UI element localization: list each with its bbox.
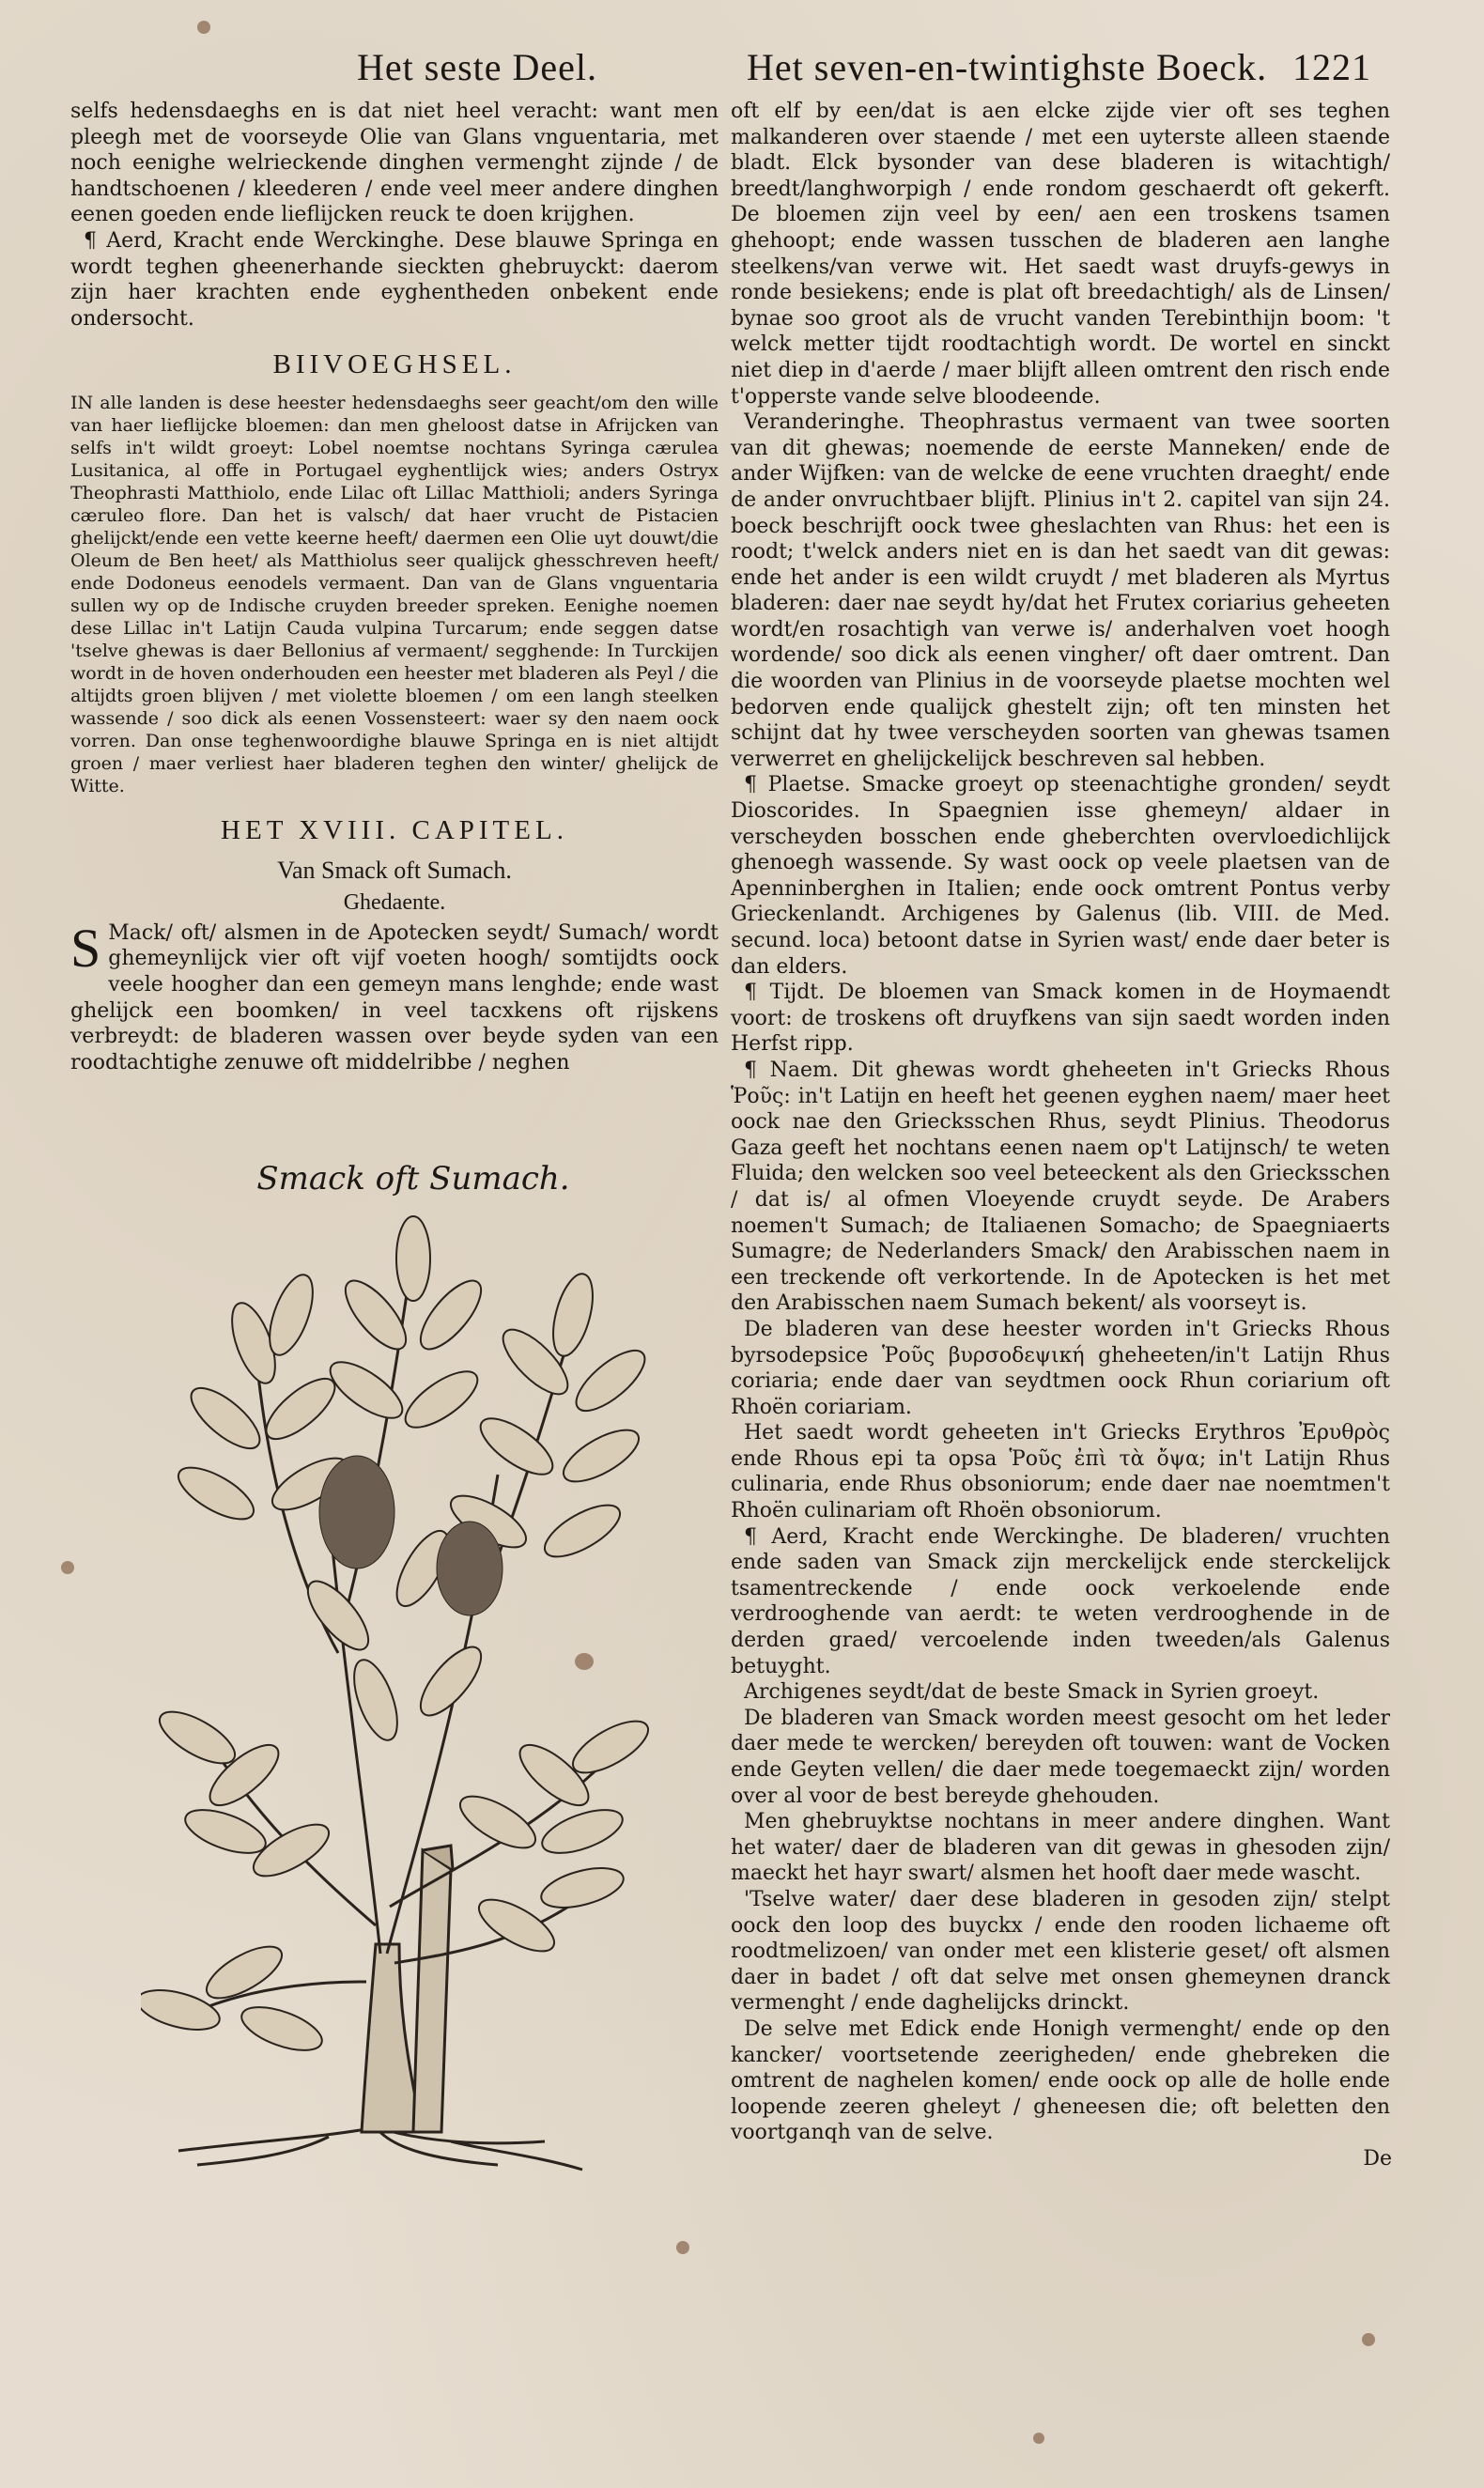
paragraph: Archigenes seydt/dat de beste Smack in Syrien groeyt. — [744, 1680, 1320, 1705]
paragraph: ¶ Tijdt. De bloemen van Smack komen in de Hoymaendt voort: de troskens oft druyfkens van sijn saedt worden inden Herfst ripp. — [731, 981, 1390, 1057]
section-heading: BIIVOEGHSEL. — [272, 349, 517, 380]
paragraph: ¶ Aerd, Kracht ende Werckinghe. Dese blauwe Springa en wordt teghen gheenerhande sieckten ghebruyckt: daerom zijn haer krachten ende eyghentheden onbekent ende ondersocht. — [70, 228, 719, 331]
running-head-left: Het seste Deel. — [357, 46, 598, 88]
ink-stain — [1362, 2333, 1375, 2346]
running-head — [66, 38, 1371, 94]
ink-stain — [676, 2241, 689, 2254]
right-column — [731, 99, 1390, 2146]
page-number: 1221 — [1292, 46, 1371, 88]
paragraph: Het saedt wordt geheeten in't Griecks Erythros Ἐρυθρὸς ende Rhous epi ta opsa Ῥοῦς ἐπὶ τὰ ὄψα; in't Latijn Rhus culinaria, ende Rhus obsoniorum; ende daer nae noemtmen't Rhoën culinariam oft Rhoën obsoniorum. — [731, 1421, 1390, 1523]
ink-stain — [575, 1653, 594, 1670]
ink-stain — [61, 1561, 74, 1574]
paragraph: De bladeren van dese heester worden in't Griecks Rhous byrsodepsice Ῥοῦς βυρσοδεψική gheheeten/in't Latijn Rhus coriaria; ende daer van seydtmen oock Rhun coriarium oft Rhoën coriariam. — [731, 1317, 1390, 1419]
paragraph: ¶ Naem. Dit ghewas wordt gheheeten in't Griecks Rhous Ῥοῦς: in't Latijn en heeft het geenen eyghen naem/ maer heet oock nae den Griecksschen Rhus, seydt Plinius. Theodorus Gaza geeft het nochtans eenen naem op't Latijnsch/ te weten Fluida; den welcken soo veel beteeckent als den Griecksschen / dat is/ al ofmen Vloeyende cruydt seyde. De Arabers noemen't Sumach; de Italiaenen Somacho; de Spaegniaerts Sumagre; de Nederlanders Smack/ den Arabisschen naem in een treckende oft verkortende. In de Apotecken is het met den Arabisschen naem Sumach bekent/ als voorseyt is. — [731, 1058, 1390, 1316]
ink-stain — [1033, 2433, 1044, 2444]
paragraph: Veranderinghe. Theophrastus vermaent van twee soorten van dit ghewas; noemende de eerste Manneken/ ende de ander Wijfken: van de welcke de eene vruchten draeght/ ende de ander onvruchtbaer blijft. Plinius in't 2. capitel van sijn 24. boeck beschrijft oock twee gheslachten van Rhus: het een is roodt; t'welck anders niet en is dan het saedt van dit gewas: ende het ander is een wildt cruydt / met bladeren als Myrtus bladeren: daer nae seydt hy/dat het Frutex coriarius geheeten wordt/en rosachtigh van verwe is/ anderhalven voet hoogh wordende/ soo dick als eenen vingher/ oft daer omtrent. Dan die woorden van Plinius in de voorseyde plaetse mochten wel bedorven ende qualijck ghestelt zijn; oft ten minsten het schijnt dat hy twee verscheyden soorten van ghewas tsamen verwerret en ghelijckelijck beschreven sal hebben. — [731, 410, 1390, 771]
paragraph: ¶ Plaetse. Smacke groeyt op steenachtighe gronden/ seydt Dioscorides. In Spaegnien isse ghemeyn/ aldaer in verscheyden bosschen ende gheberchten overvloedichlijck ghenoegh wassende. Sy wast oock op veele plaetsen van de Apenninberghen in Italien; ende oock omtrent Pontus verby Grieckenlandt. Archigenes by Galenus (lib. VIII. de Med. secund. loca) betoont datse in Syrien wast/ ende daer beter is dan elders. — [731, 773, 1390, 979]
paragraph: De bladeren van Smack worden meest gesocht om het leder daer mede te wercken/ bereyden oft touwen: want de Vocken ende Geyten vellen/ die daer mede toegemaeckt zijn/ worden over al voor de best bereyde ghehouden. — [731, 1706, 1390, 1808]
paragraph: selfs hedensdaeghs en is dat niet heel veracht: want men pleegh met de voorseyde Olie van Glans vnguentaria, met noch eenighe welrieckende dinghen vermenght zijnde / de handtschoenen / kleederen / ende veel meer andere dinghen eenen goeden ende lieflijcken reuck te doen krijghen. — [70, 100, 719, 227]
chapter-title: Van Smack oft Sumach. — [277, 856, 512, 884]
paragraph: 'Tselve water/ daer dese bladeren in gesoden zijn/ stelpt oock den loop des buyckx / ende den rooden lichaeme oft roodtmelizoen/ van onder met een klisterie geset/ oft alsmen daer in badet / oft dat selve met onsen ghemeynen dranck vermenght / ende daghelijcks drinckt. — [731, 1887, 1390, 2016]
sumach-plant-illustration — [141, 1212, 667, 2179]
subsection-label: Ghedaente. — [343, 890, 446, 916]
drop-cap: S — [70, 917, 101, 979]
paragraph — [70, 917, 719, 1076]
ink-stain — [197, 21, 210, 34]
paragraph: Men ghebruyktse nochtans in meer andere dinghen. Want het water/ daer de bladeren van dit gewas in ghesoden zijn/ maeckt het hayr swart/ alsmen het hooft daer mede wascht. — [731, 1810, 1390, 1886]
paragraph-text: Mack/ oft/ alsmen in de Apotecken seydt/ Sumach/ wordt ghemeynlijck vier oft vijf voeten hoogh/ somtijdts oock veele hoogher dan een gemeyn mans lenghde; ende wast ghelijck een boomken/ in veel tacxkens oft rijskens verbreydt: de bladeren wassen over beyde syden van een roodtachtighe zenuwe oft middelribbe / neghen — [70, 920, 719, 1074]
catchword: De — [1363, 2147, 1392, 2171]
running-head-right: Het seven-en-twintighste Boeck. — [747, 46, 1268, 88]
paragraph: oft elf by een/dat is aen elcke zijde vier oft ses teghen malkanderen over staende / met een uyterste alleen staende bladt. Elck bysonder van dese bladeren is witachtigh/ breedt/langhworpigh / ende rondom geschaerdt oft gekerft. De bloemen zijn veel by een/ aen een troskens tsamen ghehoopt; ende wassen tusschen de bladeren aen langhe steelkens/van verwe wit. Het saedt wast druyfs-gewys in ronde besiekens; ende is plat oft breedachtigh/ als de Linsen/ bynae soo groot als de vrucht vanden Terebinthijn boom: 't welck metter tijdt roodtachtigh wordt. De wortel en sinckt niet diep in d'aerde / maer blijft alleen omtrent den risch ende t'opperste vande selve bloodeende. — [731, 100, 1390, 409]
left-column — [70, 99, 719, 1075]
paragraph: IN alle landen is dese heester hedensdaeghs seer geacht/om den wille van haer lieflijcke bloemen: dan men gheloost datse in Afrijcken van selfs in't wildt groeyt: Lobel noemtse nochtans Syringa cærulea Lusitanica, al offe in Portugael eyghentlijck wies; anders Ostryx Theophrasti Matthiolo, ende Lilac oft Lillac Matthioli; anders Syringa cæruleo flore. Dan het is valsch/ dat haer vrucht de Pistacien ghelijckt/ende een vette keerne heeft/ daermen een Olie uyt douwt/die Oleum de Ben heet/ als Matthiolus seer qualijck ghesschreven heeft/ ende Dodoneus eenodels vermaent. Dan van de Glans vnguentaria sullen wy op de Indische cruyden breeder spreken. Eenighe noemen dese Lillac in't Latijn Cauda vulpina Turcarum; ende seggen datse 'tselve ghewas is daer Bellonius af vermaent/ segghende: In Turckijen wordt in de hoven onderhouden een heester met bladeren als Peyl / die altijdts groen blijven / met violette bloemen / om een langh steelken wassende / soo dick als eenen Vossensteert: waer sy den naem oock vorren. Dan onse teghenwoordighe blauwe Springa en is niet altijdt groen / maer verliest haer bladeren teghen den winter/ ghelijck de Witte. — [70, 392, 719, 796]
paragraph: ¶ Aerd, Kracht ende Werckinghe. De bladeren/ vruchten ende saden van Smack zijn merckelijck ende sterckelijck tsamentreckende / ende oock verkoelende ende verdrooghende van aerdt: te weten verdrooghende in de derden graed/ vercoelende inden tweeden/als Galenus betuyght. — [731, 1524, 1390, 1678]
illustration-caption: Smack oft Sumach. — [256, 1160, 570, 1198]
paragraph: De selve met Edick ende Honigh vermenght/ ende op den kancker/ voortsetende zeerigheden/ ende ghebreken die omtrent de naghelen komen/ ende oock op alle de holle ende loopende zeeren gheleyt / gheneesen die; oft beletten den voortganqh van de selve. — [731, 2017, 1390, 2145]
chapter-heading: HET XVIII. CAPITEL. — [221, 814, 568, 845]
